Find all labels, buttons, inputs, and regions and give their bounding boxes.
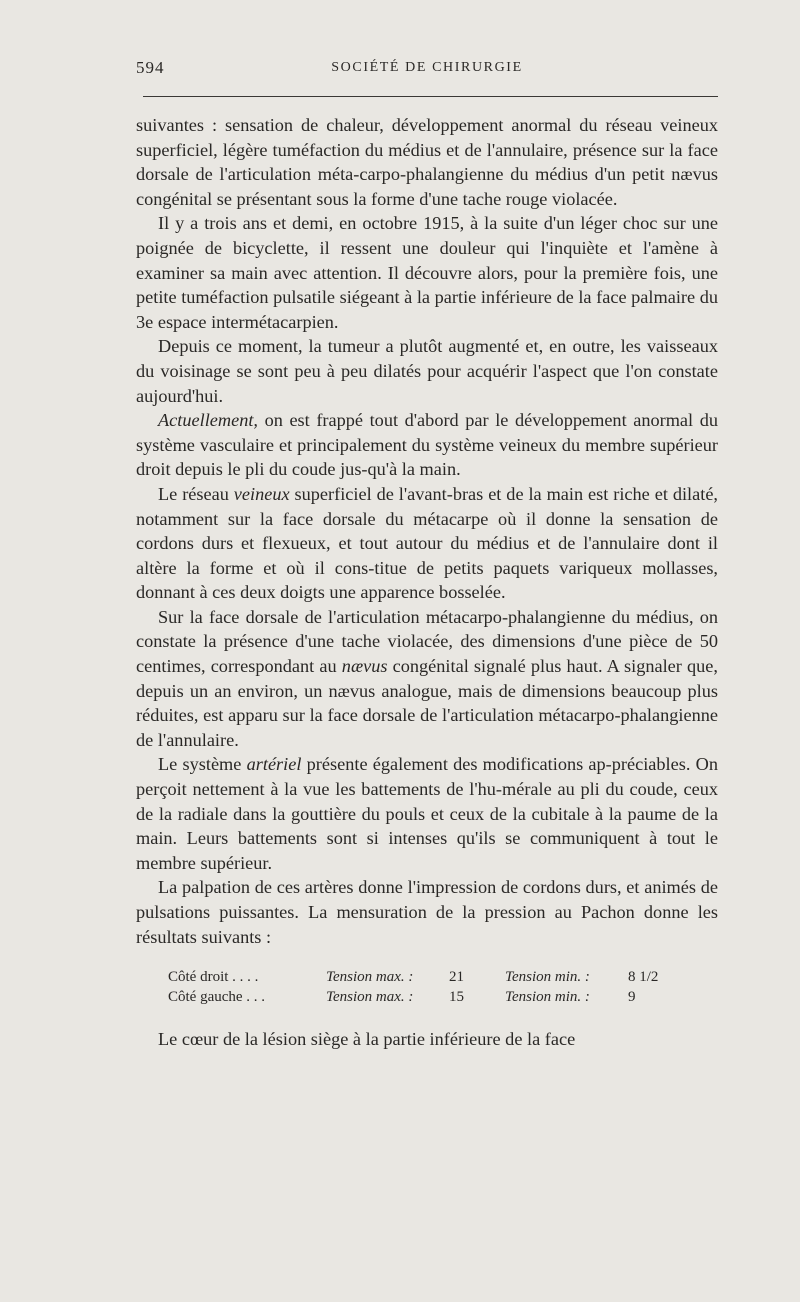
table-row	[164, 967, 680, 987]
paragraph-text: Le réseau	[158, 483, 234, 504]
running-title: SOCIÉTÉ DE CHIRURGIE	[331, 60, 523, 75]
paragraph-text: présente également des modifications ap-préciables. On perçoit nettement à la vue les battements de l'hu-mérale au pli du coude, ceux de la radiale dans la gouttière du pouls et ceux de la cubitale à la paume de la main. Leurs battements sont si intenses qu'ils se communiquent à tout le membre supérieur.	[136, 754, 718, 873]
page-header	[136, 58, 718, 82]
paragraph-text: congénital signalé plus haut. A signaler que, depuis un an environ, un nævus analogue, mais de dimensions beaucoup plus réduites, est apparu sur la face dorsale de l'articulation métacarpo-phalangienne de l'annulaire.	[136, 656, 718, 750]
header-rule	[143, 96, 718, 97]
paragraph-text: on est frappé tout d'abord par le développement anormal du système vasculaire et principalement du système veineux du membre supérieur droit depuis le pli du coude jus-qu'à la main.	[136, 410, 718, 480]
paragraph-text: Le système	[158, 754, 247, 775]
min-value: 8 1/2	[628, 969, 659, 986]
side-label: Côté droit . . . .	[168, 969, 259, 986]
paragraph	[136, 408, 718, 482]
paragraph-text: superficiel de l'avant-bras et de la main est riche et dilaté, notamment sur la face dorsale du métacarpe où il donne la sensation de cordons durs et flexueux, et tout autour du médius et de l'annulaire dont il altère la forme et où il cons-titue de petits paquets variqueux mollasses, donnant à ces deux doigts une apparence bosselée.	[136, 483, 718, 603]
min-value: 9	[628, 989, 636, 1006]
italic-term: Actuellement,	[158, 410, 258, 431]
max-label: Tension max. :	[326, 989, 414, 1006]
paragraph: Depuis ce moment, la tumeur a plutôt augmenté et, en outre, les vaisseaux du voisinage se sont peu à peu dilatés pour acquérir l'aspect que l'on constate aujourd'hui.	[136, 336, 718, 406]
max-value: 15	[449, 989, 464, 1006]
max-value: 21	[449, 969, 464, 986]
paragraph	[136, 605, 718, 753]
body-text	[136, 113, 718, 1052]
paragraph	[136, 752, 718, 875]
table-row	[164, 987, 680, 1007]
paragraph: Il y a trois ans et demi, en octobre 1915, à la suite d'un léger choc sur une poignée de bicyclette, il ressent une douleur qui l'inquiète et l'amène à examiner sa main avec attention. Il découvre alors, pour la première fois, une petite tuméfaction pulsatile siégeant à la partie inférieure de la face palmaire du 3e espace intermétacarpien.	[136, 213, 718, 332]
paragraph: suivantes : sensation de chaleur, développement anormal du réseau veineux superficiel, légère tuméfaction du médius et de l'annulaire, présence sur la face dorsale de l'articulation méta-carpo-phalangienne du médius d'un petit nævus congénital se présentant sous la forme d'une tache rouge violacée.	[136, 115, 718, 209]
italic-term: artériel	[246, 754, 302, 775]
italic-term: veineux	[233, 483, 290, 504]
paragraph	[136, 482, 718, 605]
max-label: Tension max. :	[326, 969, 414, 986]
page-number: 594	[136, 58, 165, 77]
tension-table	[164, 967, 680, 1007]
paragraph: La palpation de ces artères donne l'impression de cordons durs, et animés de pulsations puissantes. La mensuration de la pression au Pachon donne les résultats suivants :	[136, 877, 718, 947]
side-label: Côté gauche . . .	[168, 989, 266, 1006]
min-label: Tension min. :	[505, 989, 590, 1006]
min-label: Tension min. :	[505, 969, 590, 986]
paragraph-text: Sur la face dorsale de l'articulation métacarpo-phalangienne du médius, on constate la présence d'une tache violacée, des dimensions d'une pièce de 50 centimes, correspondant au	[136, 606, 718, 677]
paragraph: Le cœur de la lésion siège à la partie inférieure de la face	[158, 1029, 576, 1050]
italic-term: nævus	[341, 656, 388, 677]
